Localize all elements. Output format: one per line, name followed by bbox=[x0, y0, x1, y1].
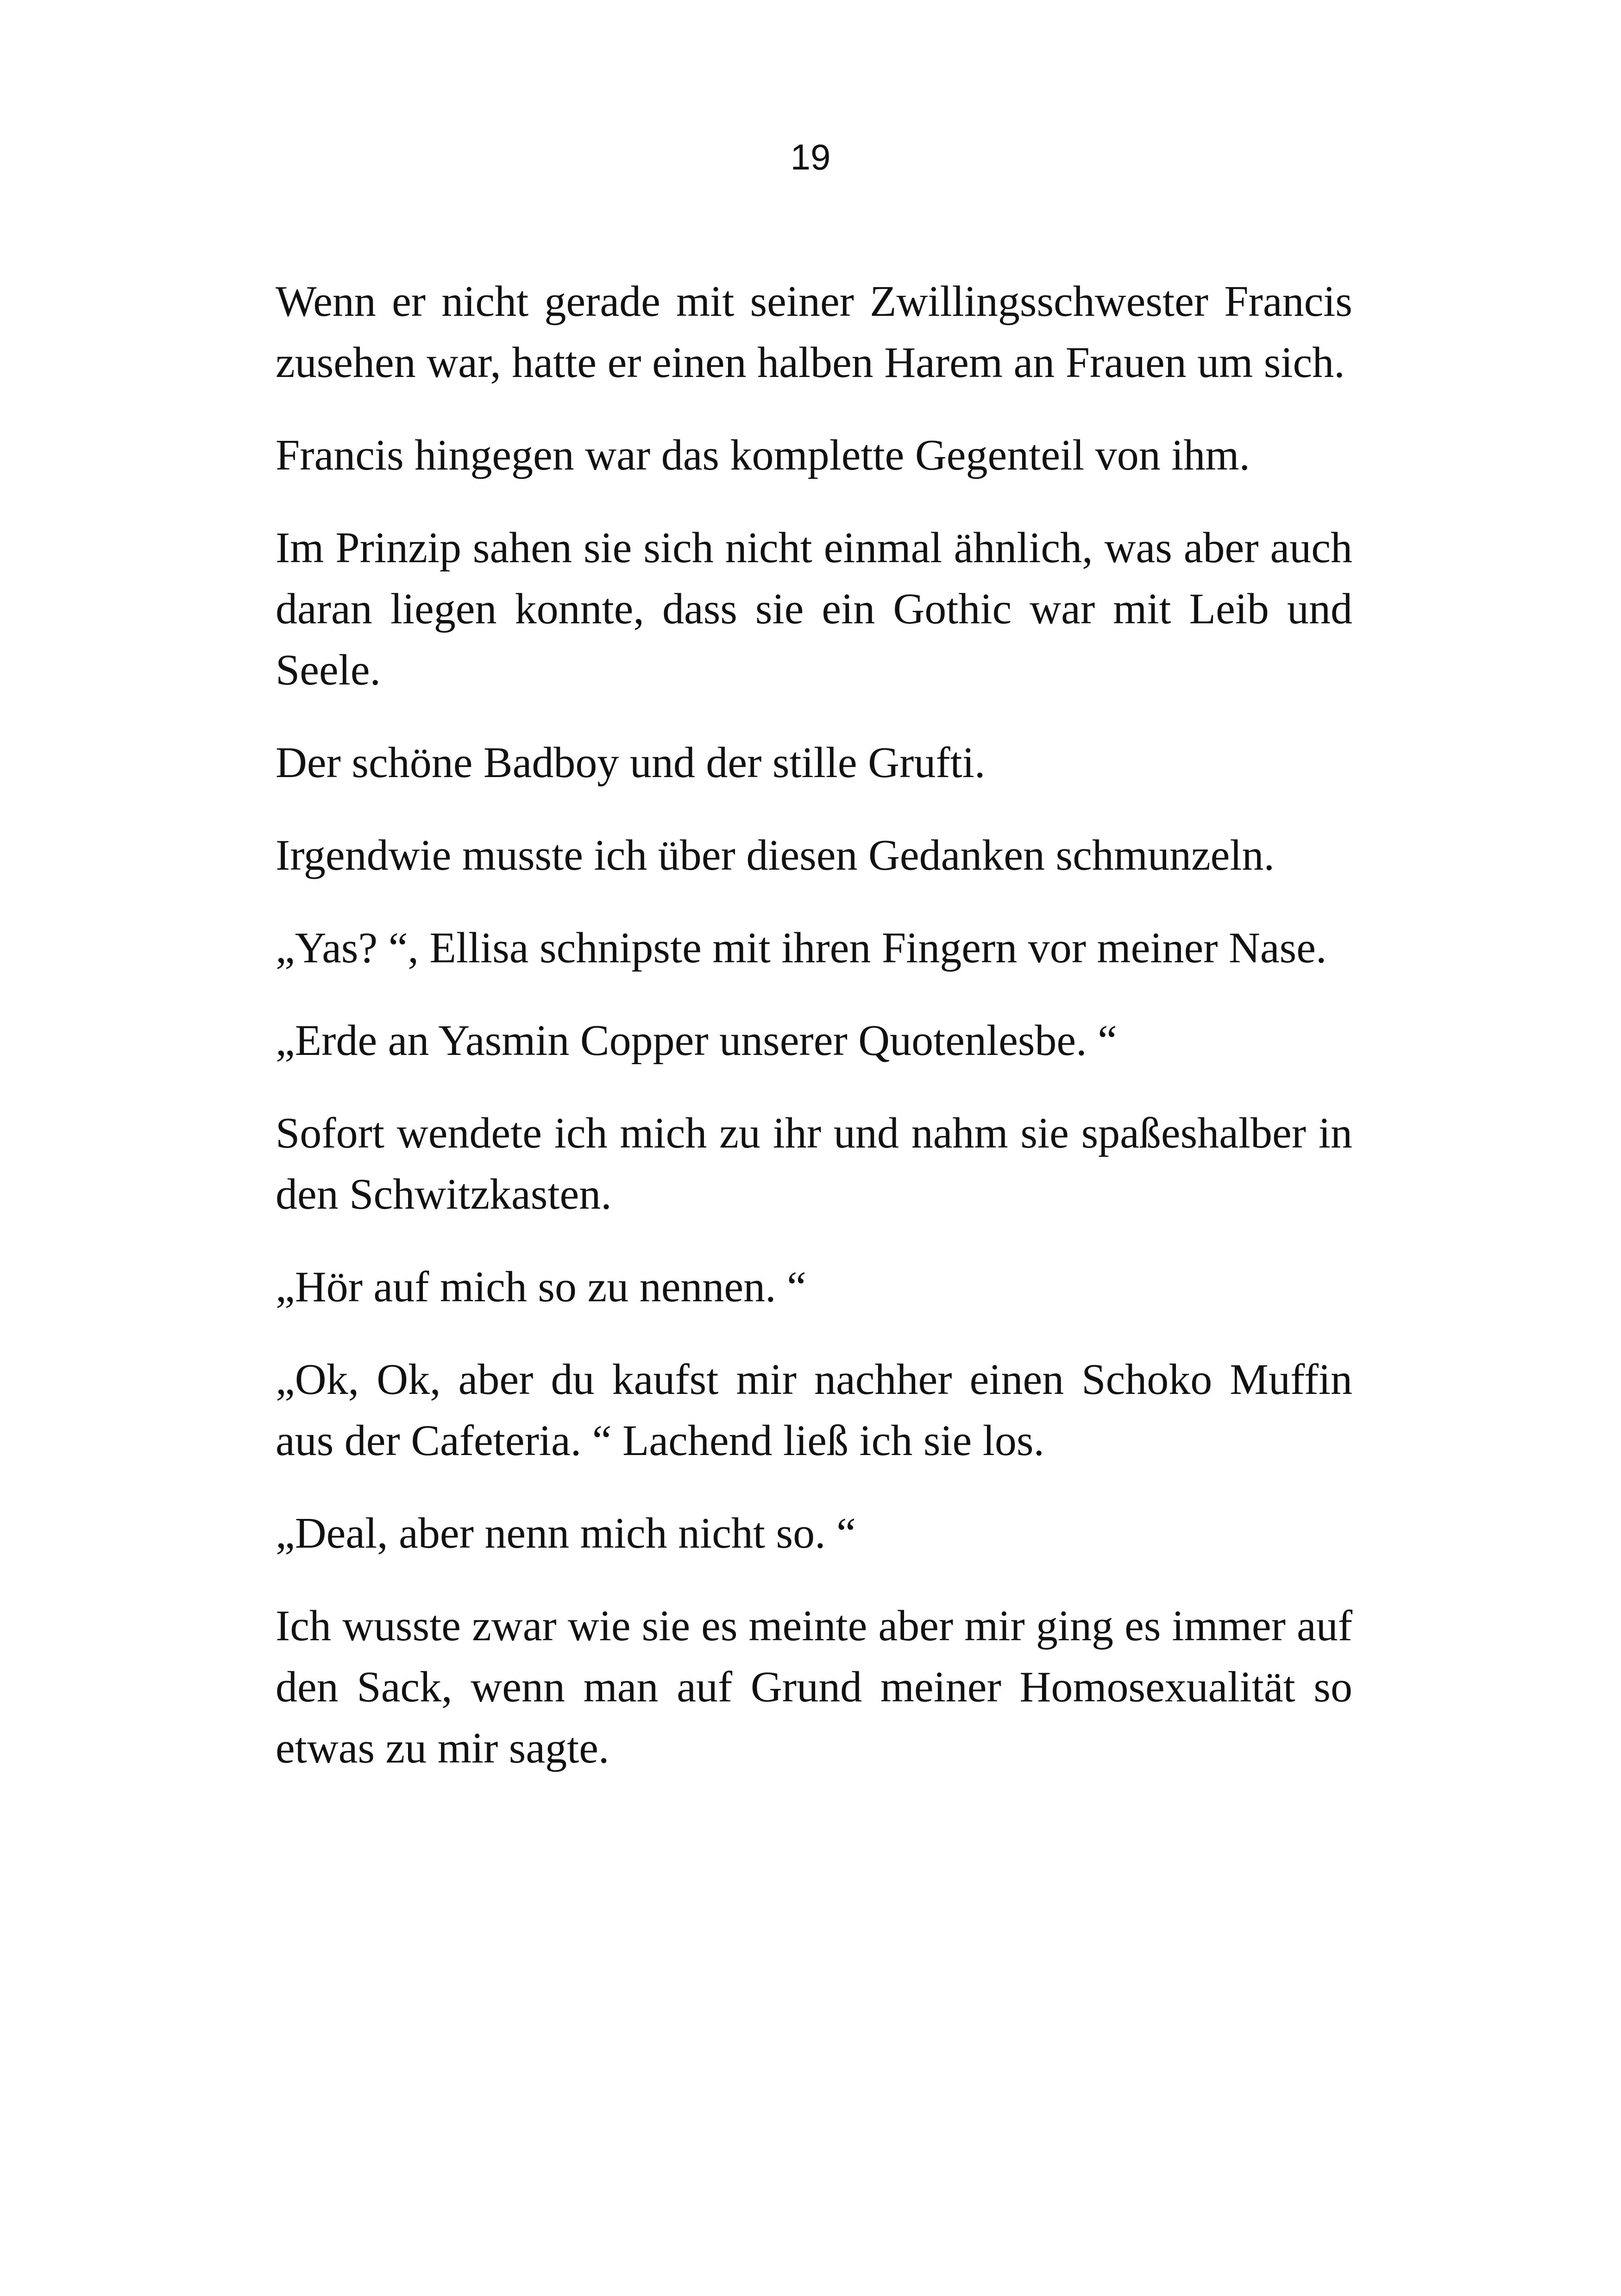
paragraph: „Erde an Yasmin Copper unserer Quotenlesbe. “ bbox=[276, 1016, 1117, 1065]
paragraph: Im Prinzip sahen sie sich nicht einmal ähnlich, was aber auch daran liegen konnte, dass sie ein Gothic war mit Leib und Seele. bbox=[276, 524, 1352, 694]
paragraph: „Ok, Ok, aber du kaufst mir nachher einen Schoko Muffin aus der Cafeteria. “ Lachend ließ ich sie los. bbox=[276, 1355, 1352, 1465]
paragraph: „Yas? “, Ellisa schnipste mit ihren Fingern vor meiner Nase. bbox=[276, 924, 1327, 972]
page-number: 19 bbox=[790, 137, 831, 177]
paragraph: Francis hingegen war das komplette Gegenteil von ihm. bbox=[276, 431, 1250, 479]
paragraph: „Hör auf mich so zu nennen. “ bbox=[276, 1263, 806, 1311]
paragraph: „Deal, aber nenn mich nicht so. “ bbox=[276, 1509, 856, 1557]
paragraph: Der schöne Badboy und der stille Grufti. bbox=[276, 739, 986, 787]
paragraph: Sofort wendete ich mich zu ihr und nahm sie spaßeshalber in den Schwitzkasten. bbox=[276, 1109, 1352, 1218]
paragraph: Ich wusste zwar wie sie es meinte aber mir ging es immer auf den Sack, wenn man auf Grund meiner Homosexualität so etwas zu mir sagte. bbox=[276, 1602, 1352, 1772]
paragraph: Irgendwie musste ich über diesen Gedanken schmunzeln. bbox=[276, 831, 1275, 879]
paragraph: Wenn er nicht gerade mit seiner Zwillingsschwester Francis zusehen war, hatte er einen halben Harem an Frauen um sich. bbox=[276, 277, 1352, 387]
body-text bbox=[276, 271, 1352, 1810]
